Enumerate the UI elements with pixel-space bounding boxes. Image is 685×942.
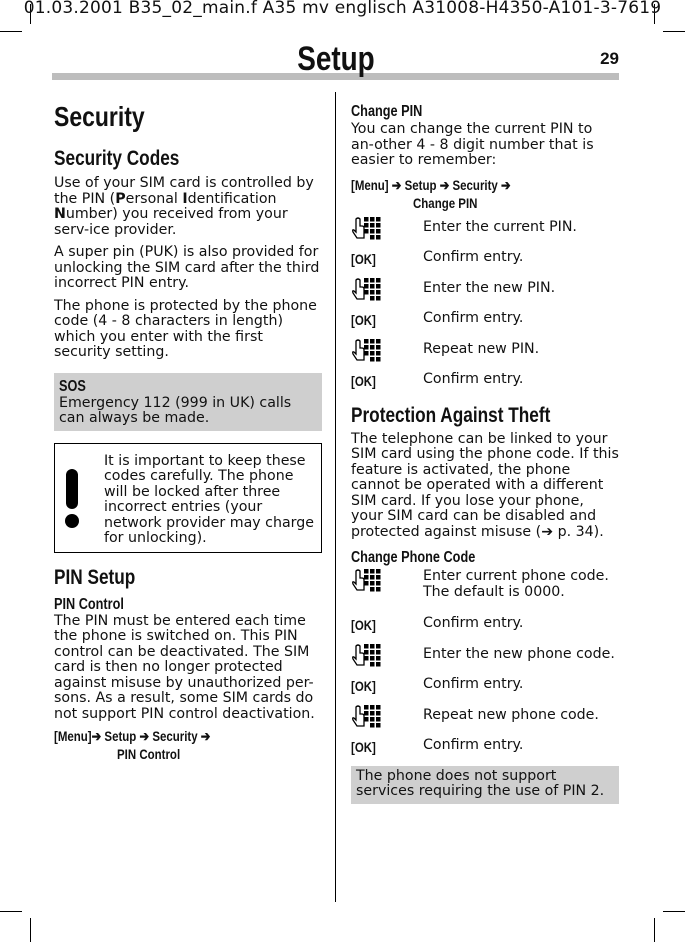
menu-path-target: PIN Control: [117, 746, 181, 762]
step-row: [351, 215, 619, 246]
ok-key-label: [OK]: [351, 739, 376, 755]
step-row: [351, 703, 619, 734]
pin-steps-list: [351, 215, 619, 398]
menu-path-target: Change PIN: [413, 194, 478, 211]
step-text: Enter the current PIN.: [423, 218, 577, 235]
print-slug: 01.03.2001 B35_02_main.f A35 mv englisch A31008-H4350-A101-3-7619: [23, 0, 662, 18]
step-text: Repeat new PIN.: [423, 340, 540, 357]
step-row: [351, 672, 619, 703]
step-text: Confirm entry.: [423, 615, 524, 631]
keypad-icon: [351, 215, 381, 241]
menu-path: [Menu] ➔ Setup ➔ Security ➔: [351, 176, 511, 193]
step-row: [351, 733, 619, 764]
warning-text: It is important to keep these codes carefully. The phone will be locked after three incorrect entries (your network provider may charge for unlocking).: [104, 452, 314, 546]
crop-mark: [0, 911, 22, 912]
step-row: [351, 611, 619, 642]
topic-title: Change Phone Code: [351, 549, 476, 566]
step-text: Confirm entry.: [423, 676, 524, 692]
topic-title: Change PIN: [351, 103, 423, 120]
crop-mark: [30, 918, 31, 942]
paragraph: The PIN must be entered each time the phone is switched on. This PIN control can be deactivated. The SIM card is then no longer protected against misuse by unauthorized per-sons. As a result, some SIM cards do not support PIN control deactivation.: [54, 612, 315, 722]
sos-text: Emergency 112 (999 in UK) calls can always be made.: [59, 394, 292, 426]
step-row: [351, 306, 619, 337]
note-box: [351, 766, 619, 804]
ok-key-label: [OK]: [351, 312, 376, 328]
step-row: [351, 567, 619, 611]
step-text: Enter current phone code. The default is 0000.: [423, 568, 609, 600]
paragraph: The phone is protected by the phone code (4 - 8 characters in length) which you enter with the first security setting.: [54, 297, 317, 360]
step-row: [351, 337, 619, 368]
step-row: [351, 276, 619, 307]
sos-title: SOS: [59, 377, 86, 395]
step-row: [351, 245, 619, 276]
ok-key-label: [OK]: [351, 373, 376, 389]
step-text: Confirm entry.: [423, 737, 524, 753]
sos-box: [54, 373, 322, 431]
step-row: [351, 642, 619, 673]
keypad-icon: [351, 567, 381, 593]
section-title: Security: [54, 101, 145, 132]
paragraph: A super pin (PUK) is also provided for unlocking the SIM card after the third incorrect PIN entry.: [54, 244, 320, 291]
ok-key-label: [OK]: [351, 678, 376, 694]
crop-mark: [654, 918, 655, 942]
keypad-icon: [351, 703, 381, 729]
keypad-icon: [351, 337, 381, 363]
page-number: 29: [600, 49, 619, 68]
step-text: Repeat new phone code.: [423, 706, 599, 723]
crop-mark: [663, 911, 685, 912]
topic-title: PIN Control: [54, 595, 124, 613]
ok-key-label: [OK]: [351, 251, 376, 267]
subsection-title: Protection Against Theft: [351, 403, 551, 427]
keypad-icon: [351, 642, 381, 668]
step-text: Confirm entry.: [423, 249, 524, 265]
warning-box: [54, 443, 322, 553]
keypad-icon: [351, 276, 381, 302]
crop-mark: [663, 31, 685, 32]
code-steps-list: [351, 611, 619, 764]
crop-mark: [0, 31, 22, 32]
step-text: Enter the new PIN.: [423, 279, 556, 296]
menu-path: [Menu]➔ Setup ➔ Security ➔: [54, 728, 211, 744]
exclamation-icon: [63, 469, 81, 529]
subsection-title: Security Codes: [54, 147, 180, 170]
right-column: [351, 101, 619, 804]
paragraph: You can change the current PIN to an-other 4 - 8 digit number that is easier to remember:: [351, 121, 594, 168]
page-title: Setup: [297, 40, 375, 78]
subsection-title: PIN Setup: [54, 565, 136, 589]
step-text: Confirm entry.: [423, 310, 524, 326]
paragraph: The telephone can be linked to your SIM card using the phone code. If this feature is activated, the phone cannot be operated with a different SIM card. If you lose your phone, your SIM card can be disabled and protected against misuse (➔ p. 34).: [351, 430, 619, 540]
left-column: [54, 98, 322, 763]
paragraph: Use of your SIM card is controlled by the PIN (Personal Identification Number) you received from your serv-ice provider.: [54, 175, 314, 238]
note-text: The phone does not support services requiring the use of PIN 2.: [356, 767, 605, 799]
ok-key-label: [OK]: [351, 617, 376, 633]
step-text: Confirm entry.: [423, 371, 524, 387]
column-divider: [335, 92, 336, 902]
step-text: Enter the new phone code.: [423, 645, 615, 662]
step-row: [351, 367, 619, 398]
